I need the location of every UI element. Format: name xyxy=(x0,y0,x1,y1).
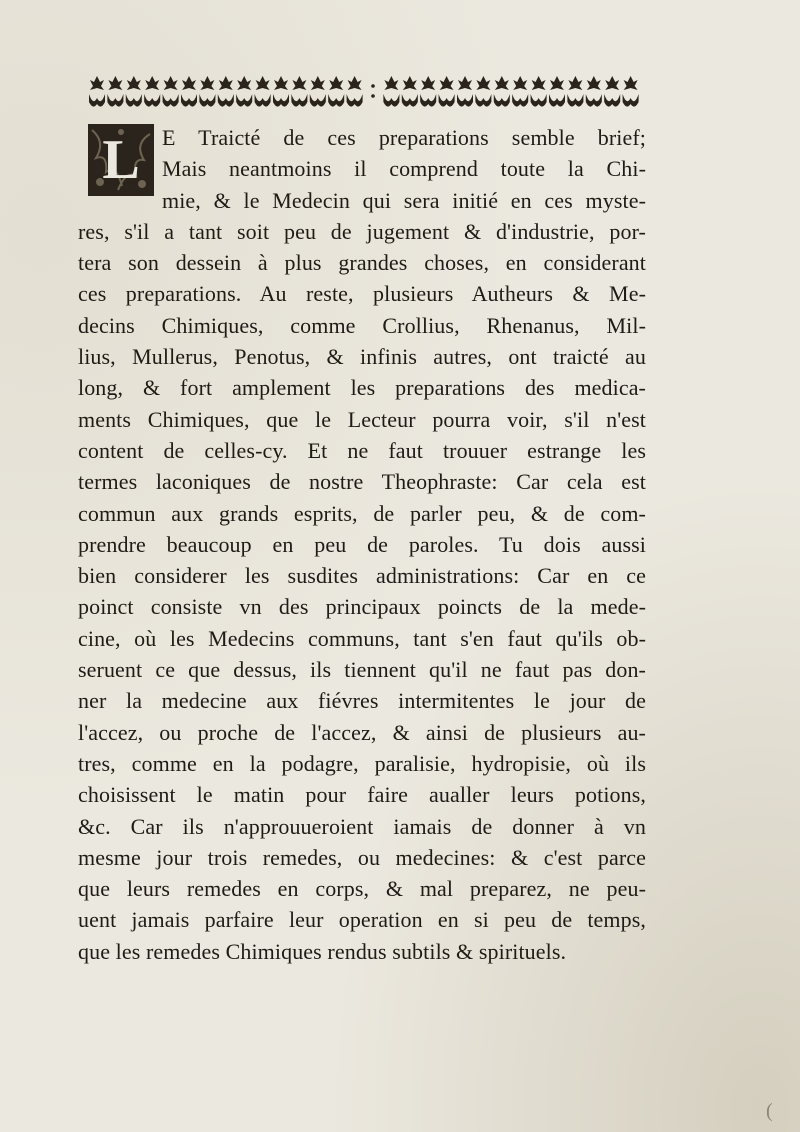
text-line: res, s'il a tant soit peu de jugement & d'industrie, por- xyxy=(78,218,646,244)
fleuron-headpiece xyxy=(88,72,640,116)
text-line: poinct consiste vn des principaux poincts de la mede- xyxy=(78,594,646,620)
text-line: ments Chimiques, que le Lecteur pourra voir, s'il n'est xyxy=(78,406,646,432)
text-line: commun aux grands esprits, de parler peu, & de com- xyxy=(78,500,646,526)
text-line: bien considerer les susdites administrations: Car en ce xyxy=(78,563,646,589)
text-line: seruent ce que dessus, ils tiennent qu'il ne faut pas don- xyxy=(78,657,646,683)
page-corner-mark-icon: ( xyxy=(766,1100,773,1122)
text-line: mie, & le Medecin qui sera initié en ces myste- xyxy=(162,187,646,213)
initial-letter: L xyxy=(102,129,140,191)
text-line: tres, comme en la podagre, paralisie, hydropisie, où ils xyxy=(78,750,646,776)
text-line: E Traicté de ces preparations semble brief; xyxy=(162,125,646,150)
text-line: uent jamais parfaire leur operation en si peu de temps, xyxy=(78,907,646,933)
text-line: prendre beaucoup en peu de paroles. Tu dois aussi xyxy=(78,531,646,557)
text-line: que les remedes Chimiques rendus subtils & spirituels. xyxy=(78,938,567,964)
body-text xyxy=(78,122,646,967)
text-line: choisissent le matin pour faire aualler leurs potions, xyxy=(78,782,646,808)
text-line: que leurs remedes en corps, & mal preparez, ne peu- xyxy=(78,876,646,902)
text-line: lius, Mullerus, Penotus, & infinis autres, ont traicté au xyxy=(78,344,646,370)
text-line: &c. Car ils n'approuueroient iamais de donner à vn xyxy=(78,813,646,839)
text-line: ces preparations. Au reste, plusieurs Autheurs & Me- xyxy=(78,281,646,307)
text-line: Mais neantmoins il comprend toute la Chi- xyxy=(162,156,646,182)
text-line: content de celles-cy. Et ne faut trouuer estrange les xyxy=(78,437,646,463)
text-line: cine, où les Medecins communs, tant s'en faut qu'ils ob- xyxy=(78,625,646,651)
fleuron-headpiece-icon xyxy=(88,72,640,116)
text-line: decins Chimiques, comme Crollius, Rhenanus, Mil- xyxy=(78,312,646,338)
text-line: ner la medecine aux fiévres intermitentes le jour de xyxy=(78,688,646,714)
text-line: long, & fort amplement les preparations des medica- xyxy=(78,375,646,401)
text-line: mesme jour trois remedes, ou medecines: & c'est parce xyxy=(78,844,646,870)
text-line: l'accez, ou proche de l'accez, & ainsi de plusieurs au- xyxy=(78,719,646,745)
text-line: tera son dessein à plus grandes choses, en considerant xyxy=(78,250,646,276)
text-line: termes laconiques de nostre Theophraste: Car cela est xyxy=(78,469,646,495)
